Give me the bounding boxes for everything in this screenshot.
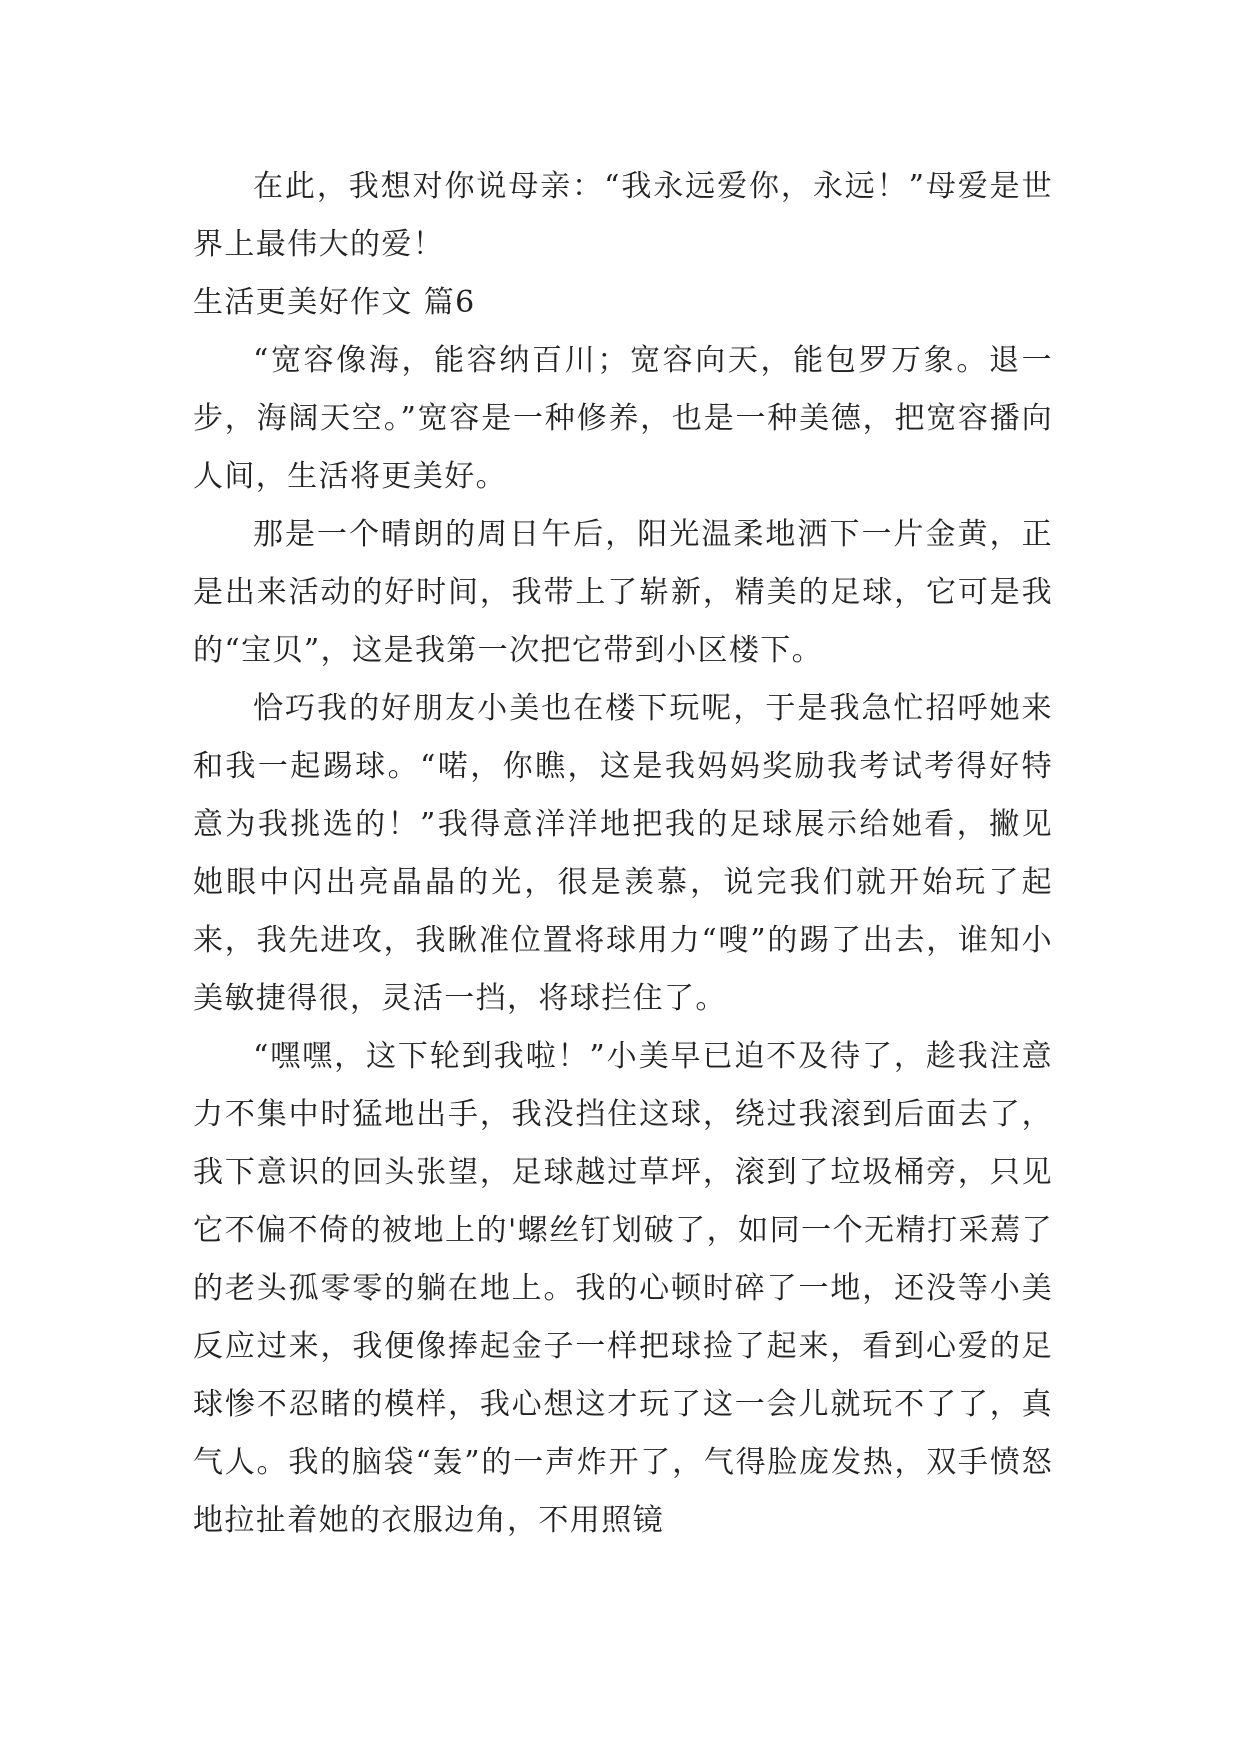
paragraph-sunday-afternoon: 那是一个晴朗的周日午后，阳光温柔地洒下一片金黄，正是出来活动的好时间，我带上了崭新，精美的足球，它可是我的“宝贝”，这是我第一次把它带到小区楼下。 <box>193 517 1053 668</box>
essay-title: 生活更美好作文 篇6 <box>193 285 476 320</box>
document-page <box>193 158 1053 1550</box>
paragraph-mother-love: 在此，我想对你说母亲：“我永远爱你，永远！”母爱是世界上最伟大的爱！ <box>193 169 1053 262</box>
paragraph-broken-ball: “嘿嘿，这下轮到我啦！”小美早已迫不及待了，趁我注意力不集中时猛地出手，我没挡住这球，绕过我滚到后面去了，我下意识的回头张望，足球越过草坪，滚到了垃圾桶旁，只见它不偏不倚的被地上的'螺丝钉划破了，如同一个无精打采蔫了的老头孤零零的躺在地上。我的心顿时碎了一地，还没等小美反应过来，我便像捧起金子一样把球捡了起来，看到心爱的足球惨不忍睹的模样，我心想这才玩了这一会儿就玩不了了，真气人。我的脑袋“轰”的一声炸开了，气得脸庞发热，双手愤怒地拉扯着她的衣服边角，不用照镜 <box>193 1039 1053 1538</box>
paragraph-tolerance: “宽容像海，能容纳百川；宽容向天，能包罗万象。退一步，海阔天空。”宽容是一种修养，也是一种美德，把宽容播向人间，生活将更美好。 <box>193 343 1053 494</box>
paragraph-playing-football: 恰巧我的好朋友小美也在楼下玩呢，于是我急忙招呼她来和我一起踢球。“喏，你瞧，这是我妈妈奖励我考试考得好特意为我挑选的！”我得意洋洋地把我的足球展示给她看，撇见她眼中闪出亮晶晶的光，很是羡慕，说完我们就开始玩了起来，我先进攻，我瞅准位置将球用力“嗖”的踢了出去，谁知小美敏捷得很，灵活一挡，将球拦住了。 <box>193 691 1053 1016</box>
